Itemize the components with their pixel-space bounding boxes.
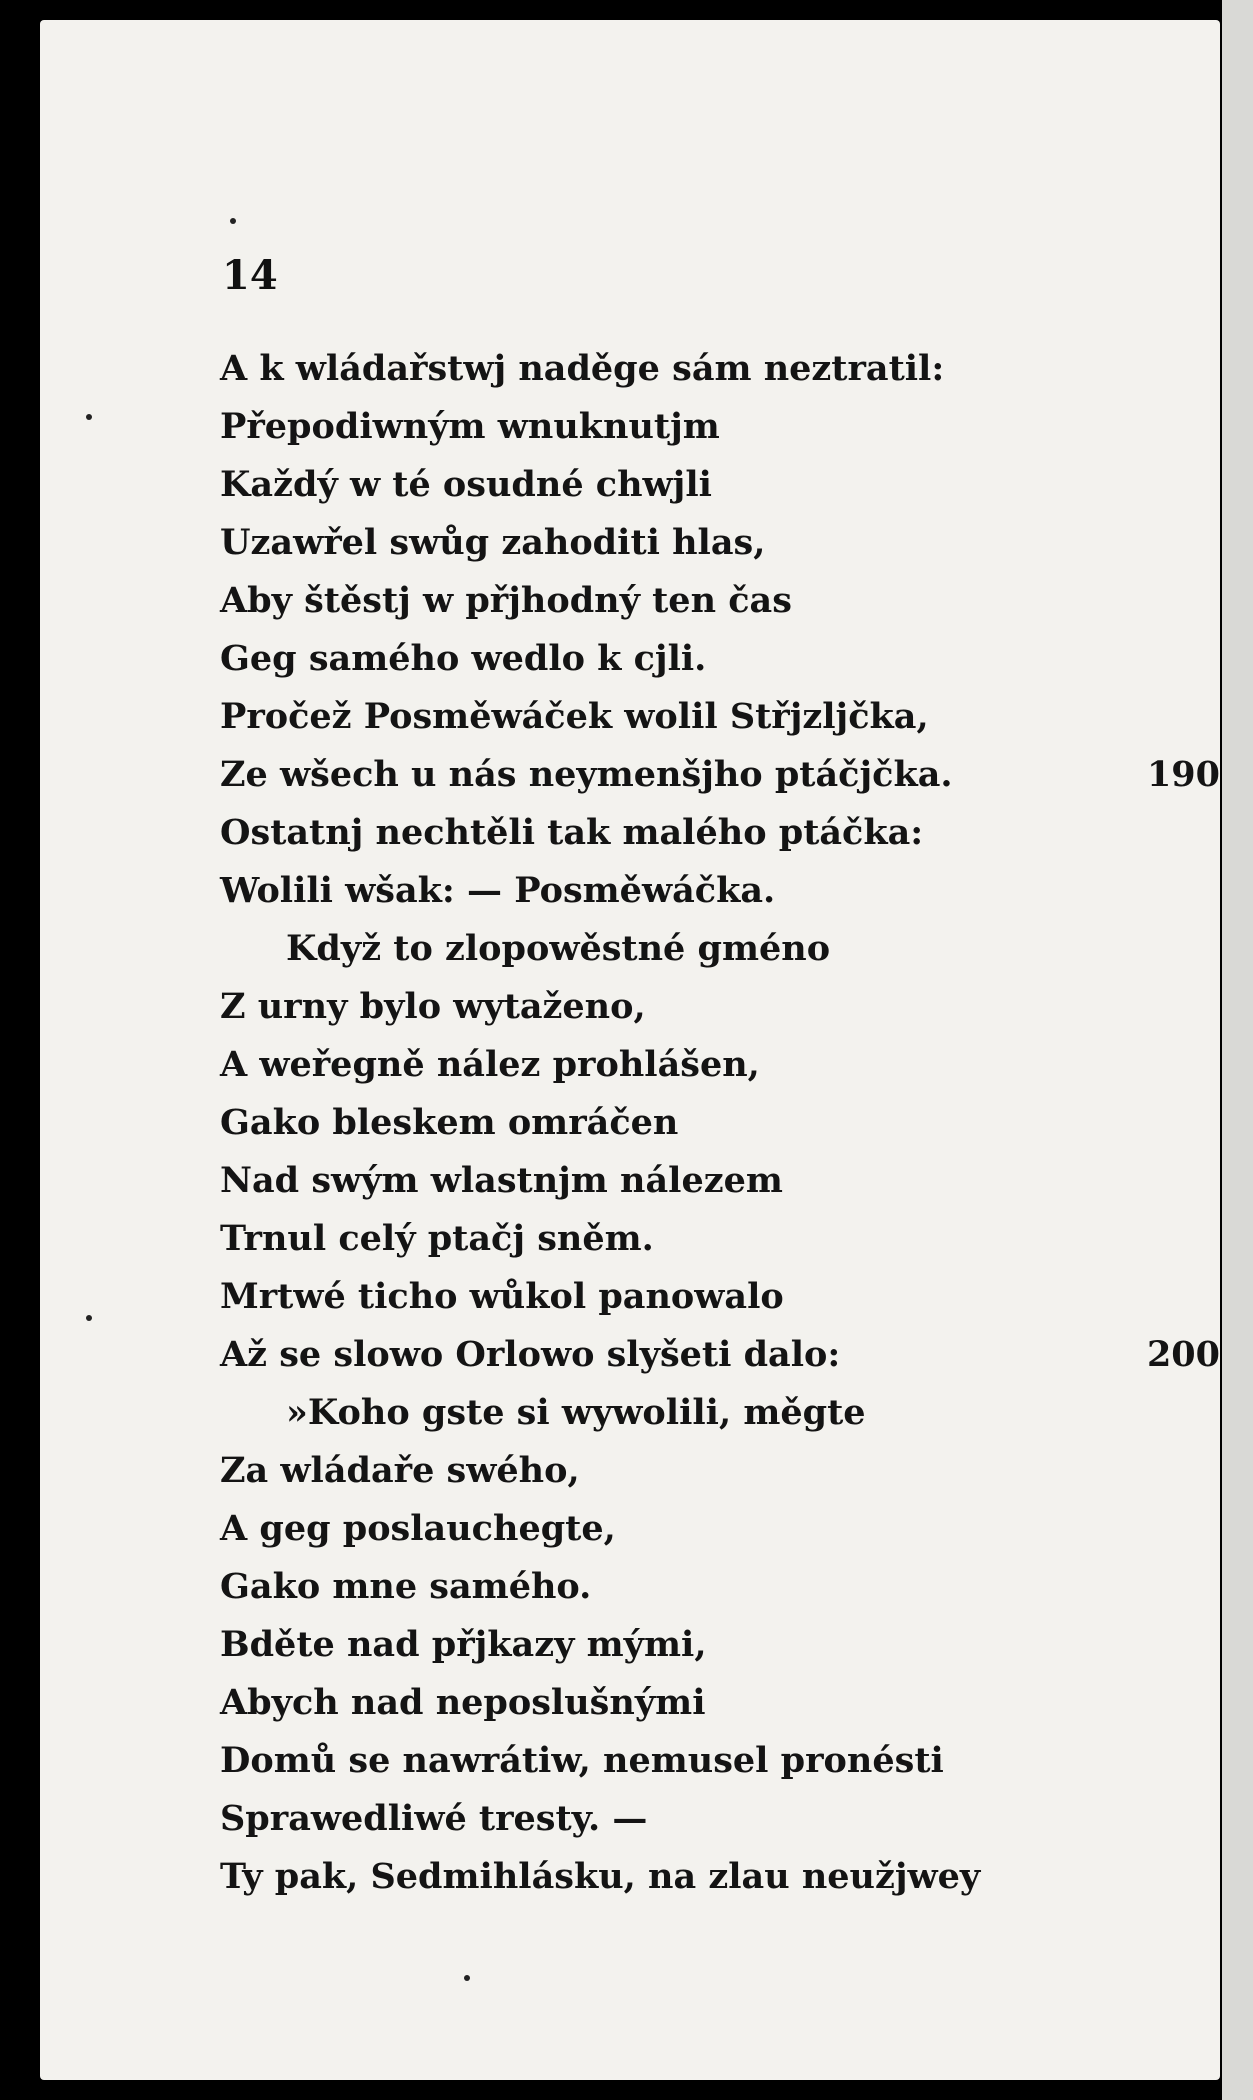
verse-text: Trnul celý ptačj sněm. bbox=[220, 1218, 654, 1259]
print-speck bbox=[86, 1315, 92, 1321]
verse-line bbox=[220, 1326, 1220, 1384]
verse-text: »Koho gste si wywolili, měgte bbox=[286, 1392, 866, 1433]
verse-line bbox=[220, 340, 1220, 398]
verse-line bbox=[220, 514, 1220, 572]
poem-text bbox=[220, 340, 1220, 1906]
verse-text: Přepodiwným wnuknutjm bbox=[220, 406, 720, 447]
verse-text: Nad swým wlastnjm nálezem bbox=[220, 1160, 783, 1201]
verse-text: Když to zlopowěstné gméno bbox=[286, 928, 831, 969]
verse-line bbox=[220, 630, 1220, 688]
verse-text: Gako bleskem omráčen bbox=[220, 1102, 679, 1143]
verse-line bbox=[220, 1210, 1220, 1268]
verse-text: A k wládařstwj naděge sám neztratil: bbox=[220, 348, 945, 389]
verse-line bbox=[220, 1848, 1220, 1906]
verse-line bbox=[220, 1152, 1220, 1210]
verse-line bbox=[220, 1732, 1220, 1790]
verse-text: Každý w té osudné chwjli bbox=[220, 464, 712, 505]
verse-text: A weřegně nález prohlášen, bbox=[220, 1044, 760, 1085]
print-speck bbox=[86, 414, 92, 420]
verse-text: A geg poslauchegte, bbox=[220, 1508, 616, 1549]
verse-line bbox=[220, 804, 1220, 862]
facing-page-edge bbox=[1222, 0, 1253, 2100]
verse-text: Bděte nad přjkazy mými, bbox=[220, 1624, 707, 1665]
verse-line bbox=[220, 1036, 1220, 1094]
verse-line bbox=[220, 1268, 1220, 1326]
verse-line bbox=[220, 1790, 1220, 1848]
verse-text: Mrtwé ticho wůkol panowalo bbox=[220, 1276, 784, 1317]
print-speck bbox=[230, 218, 236, 224]
verse-text: Ze wšech u nás neymenšjho ptáčjčka. bbox=[220, 754, 953, 795]
verse-line-number: 190 bbox=[1146, 754, 1220, 795]
verse-line bbox=[220, 1384, 1220, 1442]
verse-text: Pročež Posměwáček wolil Střjzljčka, bbox=[220, 696, 929, 737]
verse-text: Ty pak, Sedmihlásku, na zlau neužjwey bbox=[220, 1856, 981, 1897]
verse-text: Domů se nawrátiw, nemusel pronésti bbox=[220, 1740, 944, 1781]
verse-line bbox=[220, 1674, 1220, 1732]
verse-text: Ostatnj nechtěli tak malého ptáčka: bbox=[220, 812, 924, 853]
verse-line bbox=[220, 456, 1220, 514]
verse-line bbox=[220, 398, 1220, 456]
book-page bbox=[40, 20, 1220, 2080]
verse-text: Gako mne samého. bbox=[220, 1566, 592, 1607]
verse-line bbox=[220, 572, 1220, 630]
verse-line bbox=[220, 688, 1220, 746]
verse-text: Abych nad neposlušnými bbox=[220, 1682, 706, 1723]
verse-line bbox=[220, 862, 1220, 920]
verse-line bbox=[220, 1558, 1220, 1616]
print-speck bbox=[464, 1975, 470, 1981]
verse-line-number: 200 bbox=[1146, 1334, 1220, 1375]
verse-line bbox=[220, 1500, 1220, 1558]
verse-text: Uzawřel swůg zahoditi hlas, bbox=[220, 522, 766, 563]
verse-text: Aby štěstj w přjhodný ten čas bbox=[220, 580, 792, 621]
verse-text: Z urny bylo wytaženo, bbox=[220, 986, 646, 1027]
verse-line bbox=[220, 1616, 1220, 1674]
verse-line bbox=[220, 746, 1220, 804]
verse-line bbox=[220, 920, 1220, 978]
page-number: 14 bbox=[222, 252, 278, 299]
verse-line bbox=[220, 1442, 1220, 1500]
verse-text: Sprawedliwé tresty. — bbox=[220, 1798, 648, 1839]
verse-text: Geg samého wedlo k cjli. bbox=[220, 638, 707, 679]
verse-line bbox=[220, 978, 1220, 1036]
verse-text: Za wládaře swého, bbox=[220, 1450, 580, 1491]
verse-text: Wolili wšak: — Posměwáčka. bbox=[220, 870, 776, 911]
verse-line bbox=[220, 1094, 1220, 1152]
verse-text: Až se slowo Orlowo slyšeti dalo: bbox=[220, 1334, 841, 1375]
